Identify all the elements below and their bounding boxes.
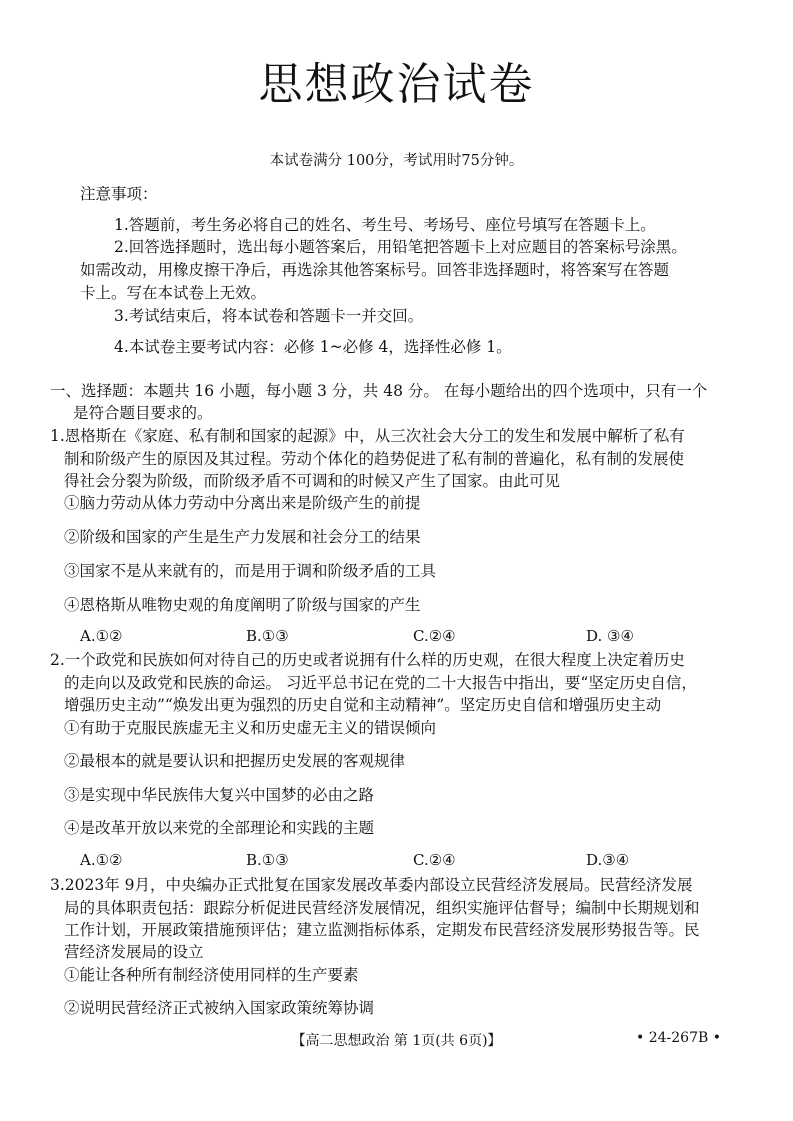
statement: ①能让各种所有制经济使用同样的生产要素 [64, 966, 359, 984]
statement: ②阶级和国家的产生是生产力发展和社会分工的结果 [64, 528, 421, 546]
statement: ①脑力劳动从体力劳动中分离出来是阶级产生的前提 [64, 494, 421, 512]
question-stem: 的走向以及政党和民族的命运。 习近平总书记在党的二十大报告中指出，要“坚定历史自信， [64, 674, 697, 692]
statement: ④恩格斯从唯物史观的角度阐明了阶级与国家的产生 [64, 596, 421, 614]
notice-item: 3.考试结束后，将本试卷和答题卡一并交回。 [114, 307, 424, 325]
option-a: A.①② [80, 627, 123, 645]
option-b: B.①③ [246, 627, 289, 645]
question-stem: 增强历史主动”“焕发出更为强烈的历史自觉和主动精神”。坚定历史自信和增强历史主动 [64, 696, 662, 714]
section-heading-cont: 是符合题目要求的。 [73, 404, 213, 422]
question-stem: 工作计划，开展政策措施预评估；建立监测指标体系，定期发布民营经济发展形势报告等。民 [64, 921, 700, 939]
notice-item: 4.本试卷主要考试内容：必修 1~必修 4，选择性必修 1。 [114, 338, 512, 356]
option-d: D. ③④ [586, 627, 634, 645]
statement: ②最根本的就是要认识和把握历史发展的客观规律 [64, 752, 406, 770]
question-stem: 1.恩格斯在《家庭、私有制和国家的起源》中，从三次社会大分工的发生和发展中解析了私有 [50, 427, 685, 445]
paper-code: • 24-267B • [636, 1030, 721, 1046]
question-stem: 得社会分裂为阶级，而阶级矛盾不可调和的时候又产生了国家。由此可见 [64, 472, 561, 490]
page-title: 思想政治试卷 [258, 59, 535, 110]
option-c: C.②④ [413, 851, 456, 869]
statement: ④是改革开放以来党的全部理论和实践的主题 [64, 819, 375, 837]
statement: ③是实现中华民族伟大复兴中国梦的必由之路 [64, 786, 375, 804]
statement: ①有助于克服民族虚无主义和历史虚无主义的错误倾向 [64, 719, 437, 737]
statement: ③国家不是从来就有的，而是用于调和阶级矛盾的工具 [64, 562, 437, 580]
question-stem: 制和阶级产生的原因及其过程。劳动个体化的趋势促进了私有制的普遍化，私有制的发展使 [64, 450, 685, 468]
notice-item: 如需改动，用橡皮擦干净后，再选涂其他答案标号。回答非选择题时，将答案写在答题 [80, 261, 670, 279]
question-stem: 2.一个政党和民族如何对待自己的历史或者说拥有什么样的历史观，在很大程度上决定着历史 [50, 651, 685, 669]
notice-heading: 注意事项： [80, 185, 158, 203]
page-footer: 【高二思想政治 第 1页(共 6页)】 [291, 1033, 502, 1049]
exam-info: 本试卷满分 100分，考试用时75分钟。 [269, 153, 524, 169]
notice-item: 卡上。写在本试卷上无效。 [80, 284, 267, 302]
statement: ②说明民营经济正式被纳入国家政策统筹协调 [64, 999, 375, 1017]
section-heading: 一、选择题：本题共 16 小题，每小题 3 分，共 48 分。 在每小题给出的四个选项中，只有一个 [50, 382, 708, 400]
question-stem: 局的具体职责包括：跟踪分析促进民营经济发展情况，组织实施评估督导；编制中长期规划和 [64, 899, 700, 917]
question-stem: 3.2023年 9月，中央编办正式批复在国家发展改革委内部设立民营经济发展局。民营经济发展 [50, 876, 693, 894]
option-b: B.①③ [246, 851, 289, 869]
option-d: D.③④ [586, 851, 630, 869]
notice-item: 1.答题前，考生务必将自己的姓名、考生号、考场号、座位号填写在答题卡上。 [114, 216, 656, 234]
option-a: A.①② [80, 851, 123, 869]
option-c: C.②④ [413, 627, 456, 645]
question-stem: 营经济发展局的设立 [64, 943, 204, 961]
notice-item: 2.回答选择题时，选出每小题答案后，用铅笔把答题卡上对应题目的答案标号涂黑。 [114, 238, 687, 256]
